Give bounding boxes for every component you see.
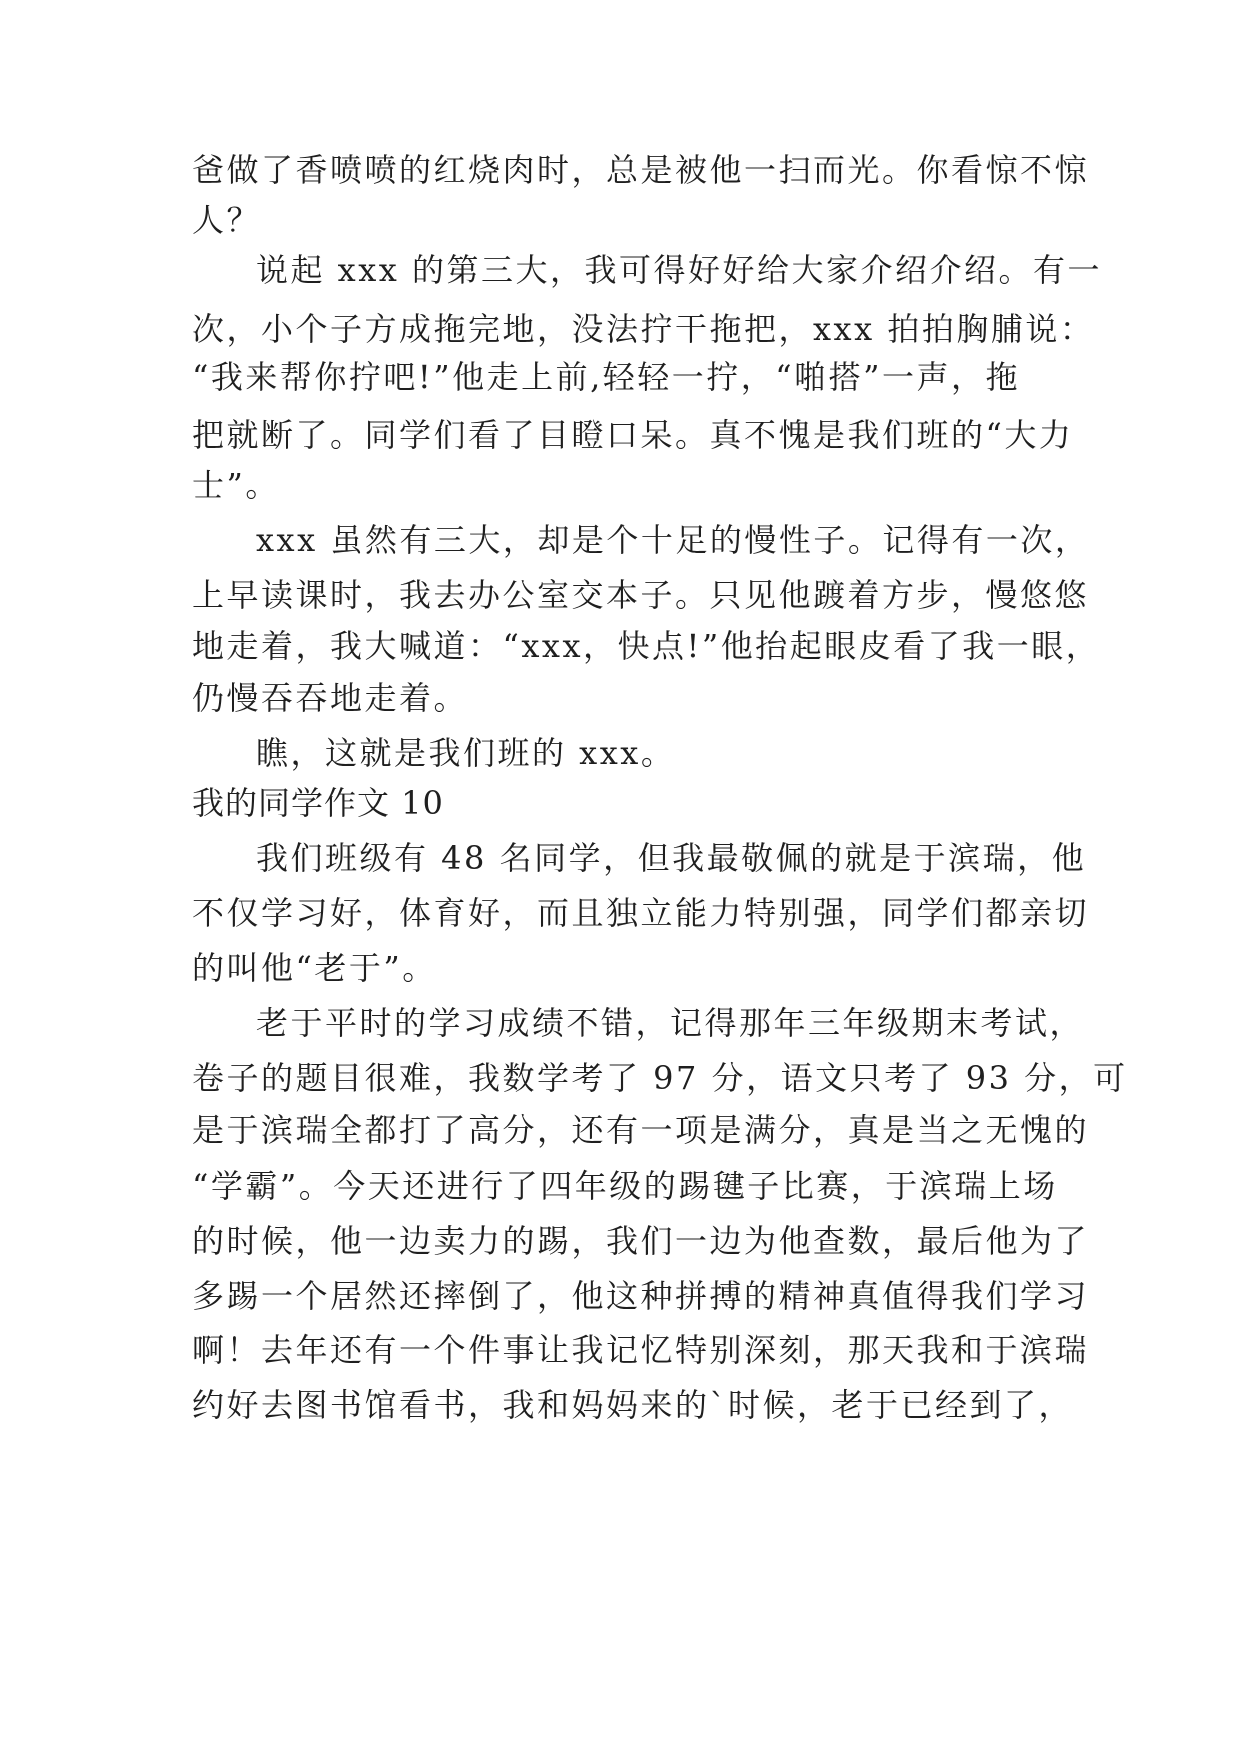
text-line: 次，小个子方成拖完地，没法拧干拖把，xxx 拍拍胸脯说： bbox=[192, 310, 1095, 348]
section-heading: 我的同学作文 10 bbox=[192, 784, 444, 822]
text-line: 仍慢吞吞地走着。 bbox=[192, 679, 469, 717]
text-line: 啊！去年还有一个件事让我记忆特别深刻，那天我和于滨瑞 bbox=[192, 1331, 1090, 1369]
text-line: 上早读课时，我去办公室交本子。只见他踱着方步，慢悠悠 bbox=[192, 576, 1090, 614]
text-line: 不仅学习好，体育好，而且独立能力特别强，同学们都亲切 bbox=[192, 894, 1090, 932]
text-line: 约好去图书馆看书，我和妈妈来的`时候，老于已经到了， bbox=[192, 1386, 1074, 1424]
text-line: 人？ bbox=[192, 201, 262, 239]
text-line: 我们班级有 48 名同学，但我最敬佩的就是于滨瑞，他 bbox=[256, 839, 1087, 877]
text-line: 多踢一个居然还摔倒了，他这种拼搏的精神真值得我们学习 bbox=[192, 1277, 1090, 1315]
text-line: xxx 虽然有三大，却是个十足的慢性子。记得有一次， bbox=[256, 521, 1090, 559]
text-line: 卷子的题目很难，我数学考了 97 分，语文只考了 93 分，可 bbox=[192, 1059, 1128, 1097]
text-line: 的时候，他一边卖力的踢，我们一边为他查数，最后他为了 bbox=[192, 1222, 1090, 1260]
text-line: 老于平时的学习成绩不错，记得那年三年级期末考试， bbox=[256, 1004, 1085, 1042]
text-line: 瞧，这就是我们班的 xxx。 bbox=[256, 734, 676, 772]
text-line: 地走着，我大喊道：“xxx，快点!”他抬起眼皮看了我一眼， bbox=[192, 627, 1101, 665]
text-line: 把就断了。同学们看了目瞪口呆。真不愧是我们班的“大力 bbox=[192, 416, 1074, 454]
text-line: “我来帮你拧吧!”他走上前,轻轻一拧，“啪搭”一声，拖 bbox=[192, 358, 1020, 396]
text-line: 爸做了香喷喷的红烧肉时，总是被他一扫而光。你看惊不惊 bbox=[192, 151, 1090, 189]
text-line: 的叫他“老于”。 bbox=[192, 949, 437, 987]
text-line: 士”。 bbox=[192, 466, 280, 504]
text-line: 是于滨瑞全都打了高分，还有一项是满分，真是当之无愧的 bbox=[192, 1111, 1090, 1149]
text-line: “学霸”。今天还进行了四年级的踢毽子比赛，于滨瑞上场 bbox=[192, 1167, 1058, 1205]
text-line: 说起 xxx 的第三大，我可得好好给大家介绍介绍。有一 bbox=[256, 251, 1102, 289]
